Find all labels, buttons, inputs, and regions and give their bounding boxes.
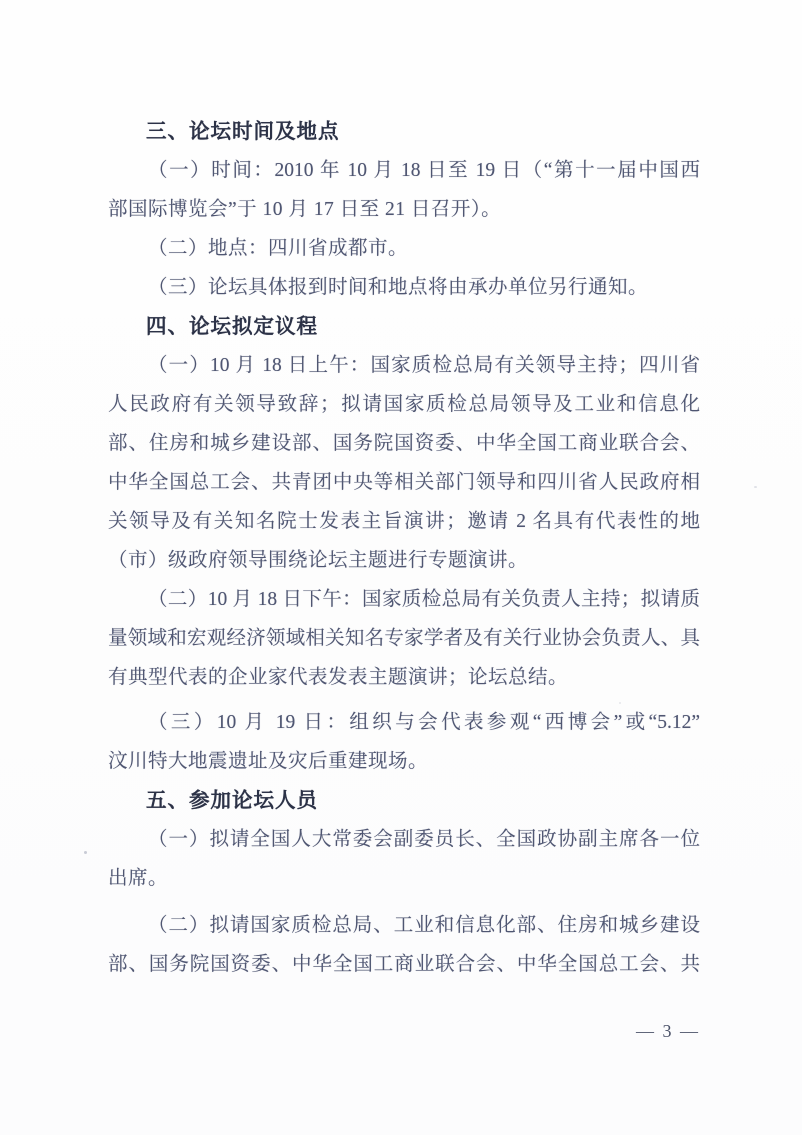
section-heading-forum-time-location: 三、论坛时间及地点: [146, 120, 340, 143]
scan-speck: [619, 702, 621, 704]
text-line: （三）论坛具体报到时间和地点将由承办单位另行通知。: [148, 277, 649, 298]
text-line: 量领域和宏观经济领域相关知名专家学者及有关行业协会负责人、具: [108, 628, 700, 649]
text-line: 出席。: [108, 868, 169, 889]
text-line: （三）10 月 19 日：组织与会代表参观“西博会”或“5.12”: [148, 712, 700, 733]
text-line: （二）地点：四川省成都市。: [148, 238, 409, 259]
scan-speck: [84, 851, 87, 854]
text-line: （市）级政府领导围绕论坛主题进行专题演讲。: [108, 550, 529, 571]
text-line: 部国际博览会”于 10 月 17 日至 21 日召开）。: [108, 199, 502, 220]
text-line: （一）时间：2010 年 10 月 18 日至 19 日（“第十一届中国西: [148, 160, 700, 181]
text-line: （二）拟请国家质检总局、工业和信息化部、住房和城乡建设: [148, 915, 700, 936]
text-line: 部、国务院国资委、中华全国工商业联合会、中华全国总工会、共: [108, 954, 700, 975]
scan-speck: [754, 486, 757, 488]
page-number: — 3 —: [636, 1021, 700, 1041]
text-line: 部、住房和城乡建设部、国务院国资委、中华全国工商业联合会、: [108, 433, 700, 454]
section-heading-forum-agenda: 四、论坛拟定议程: [146, 315, 318, 338]
text-line: 中华全国总工会、共青团中央等相关部门领导和四川省人民政府相: [108, 472, 700, 493]
section-heading-forum-participants: 五、参加论坛人员: [146, 789, 318, 812]
text-line: 汶川特大地震遗址及灾后重建现场。: [108, 751, 429, 772]
text-line: （二）10 月 18 日下午：国家质检总局有关负责人主持；拟请质: [148, 589, 700, 610]
document-body: [108, 112, 700, 984]
text-line: （一）10 月 18 日上午：国家质检总局有关领导主持；四川省: [148, 355, 700, 376]
text-line: 关领导及有关知名院士发表主旨演讲；邀请 2 名具有代表性的地: [108, 511, 700, 532]
text-line: （一）拟请全国人大常委会副委员长、全国政协副主席各一位: [148, 829, 700, 850]
text-line: 有典型代表的企业家代表发表主题演讲；论坛总结。: [108, 667, 569, 688]
text-line: 人民政府有关领导致辞；拟请国家质检总局领导及工业和信息化: [108, 394, 700, 415]
